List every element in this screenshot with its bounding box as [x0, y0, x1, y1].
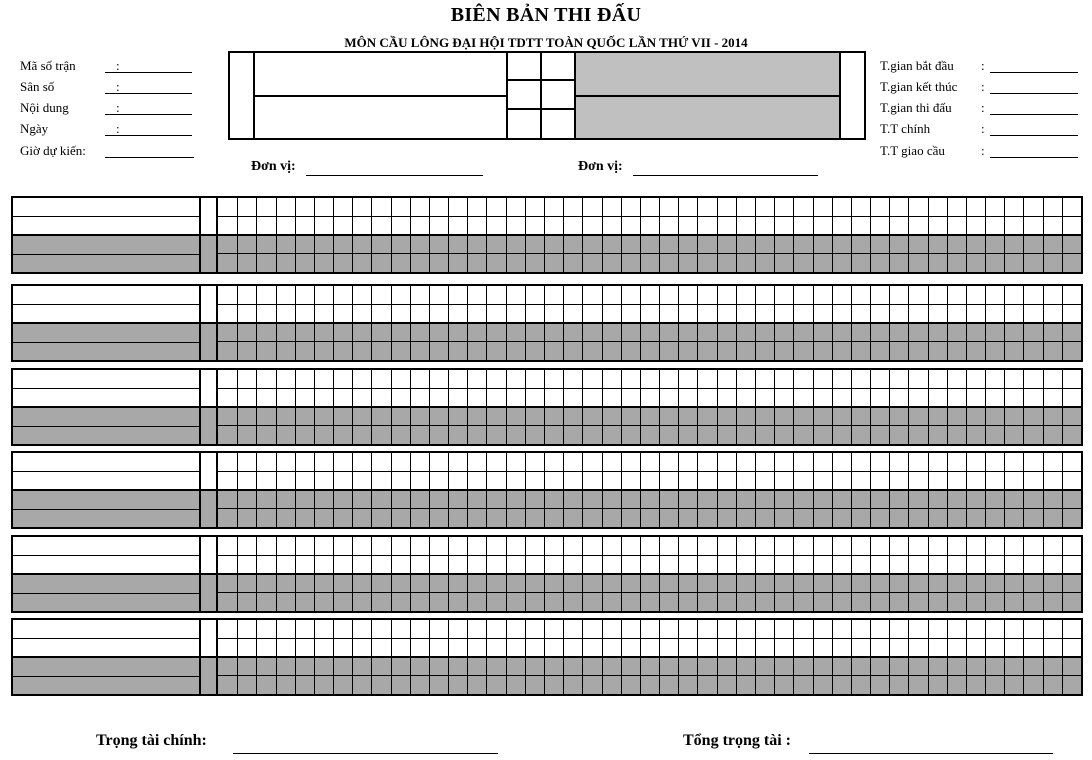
name-row-divider — [13, 509, 199, 510]
match-duration-label: T.gian thi đấu — [880, 100, 952, 115]
set-vertical-divider — [199, 537, 201, 611]
start-time-field[interactable] — [880, 58, 1080, 76]
date-colon: : — [116, 121, 120, 136]
name-row-divider — [13, 638, 199, 639]
scheduled-time-label: Giờ dự kiến: — [20, 143, 86, 158]
score-set-2 — [11, 284, 1083, 362]
end-time-colon: : — [981, 79, 985, 94]
name-row-divider — [13, 304, 199, 305]
player-score-box — [228, 51, 868, 140]
service-judge-label: T.T giao cầu — [880, 143, 945, 158]
name-row-divider — [13, 471, 199, 472]
court-number-label: Sân số — [20, 79, 55, 94]
score-cell-grid[interactable] — [218, 537, 1081, 611]
left-score-cell-2[interactable] — [506, 79, 542, 110]
name-row-divider — [13, 216, 199, 217]
scheduled-time-field[interactable] — [20, 143, 195, 161]
event-label: Nội dung — [20, 100, 69, 115]
date-line — [105, 135, 192, 136]
score-cell-grid[interactable] — [218, 453, 1081, 527]
set-vertical-divider — [199, 453, 201, 527]
umpire-label: T.T chính — [880, 121, 931, 136]
name-row-divider — [13, 676, 199, 677]
right-score-cell-2[interactable] — [540, 79, 576, 110]
right-player-1-box[interactable] — [574, 51, 841, 97]
service-judge-line — [990, 157, 1078, 158]
name-row-divider — [13, 342, 199, 343]
start-time-label: T.gian bắt đầu — [880, 58, 954, 73]
name-row-divider — [13, 593, 199, 594]
right-unit-line — [633, 175, 818, 176]
set-vertical-divider — [199, 370, 201, 444]
start-time-line — [990, 72, 1078, 73]
right-score-cell-3[interactable] — [540, 108, 576, 140]
match-id-label: Mã số trận — [20, 58, 76, 73]
score-cell-grid[interactable] — [218, 620, 1081, 694]
event-colon: : — [116, 100, 120, 115]
start-time-colon: : — [981, 58, 985, 73]
score-cell-grid[interactable] — [218, 370, 1081, 444]
left-player-1-box[interactable] — [253, 51, 508, 97]
match-id-line — [105, 72, 192, 73]
court-number-colon: : — [116, 79, 120, 94]
left-unit-line — [306, 175, 483, 176]
right-player-2-box[interactable] — [574, 95, 841, 140]
left-unit-field[interactable] — [251, 159, 486, 175]
score-set-6 — [11, 618, 1083, 696]
event-field[interactable] — [20, 100, 195, 118]
head-referee-label: Tổng trọng tài : — [683, 732, 791, 749]
head-referee-line — [809, 753, 1053, 754]
court-number-line — [105, 93, 192, 94]
score-set-4 — [11, 451, 1083, 529]
right-end-box[interactable] — [839, 51, 866, 140]
left-player-2-box[interactable] — [253, 95, 508, 140]
score-cell-grid[interactable] — [218, 286, 1081, 360]
left-end-box[interactable] — [228, 51, 255, 140]
event-line — [105, 114, 192, 115]
umpire-colon: : — [981, 121, 985, 136]
name-row-divider — [13, 426, 199, 427]
name-row-divider — [13, 254, 199, 255]
chief-referee-signature[interactable] — [96, 732, 506, 750]
score-cell-grid[interactable] — [218, 198, 1081, 272]
chief-referee-line — [233, 753, 498, 754]
name-row-divider — [13, 555, 199, 556]
page-subtitle: MÔN CẦU LÔNG ĐẠI HỘI TDTT TOÀN QUỐC LẦN THỨ VII - 2014 — [344, 35, 748, 50]
court-number-field[interactable] — [20, 79, 195, 97]
end-time-label: T.gian kết thúc — [880, 79, 958, 94]
date-field[interactable] — [20, 121, 195, 139]
service-judge-field[interactable] — [880, 143, 1080, 161]
right-unit-field[interactable] — [578, 159, 823, 175]
left-unit-label: Đơn vị: — [251, 159, 296, 174]
match-duration-colon: : — [981, 100, 985, 115]
match-id-colon: : — [116, 58, 120, 73]
left-score-cell-1[interactable] — [506, 51, 542, 81]
end-time-line — [990, 93, 1078, 94]
match-id-field[interactable] — [20, 58, 195, 76]
left-score-cell-3[interactable] — [506, 108, 542, 140]
umpire-line — [990, 135, 1078, 136]
page-title: BIÊN BẢN THI ĐẤU — [450, 4, 642, 26]
right-unit-label: Đơn vị: — [578, 159, 623, 174]
set-vertical-divider — [199, 620, 201, 694]
score-set-1 — [11, 196, 1083, 274]
scheduled-time-line — [105, 157, 194, 158]
head-referee-signature[interactable] — [683, 732, 1063, 750]
umpire-field[interactable] — [880, 121, 1080, 139]
end-time-field[interactable] — [880, 79, 1080, 97]
score-set-5 — [11, 535, 1083, 613]
set-vertical-divider — [199, 198, 201, 272]
service-judge-colon: : — [981, 143, 985, 158]
set-vertical-divider — [199, 286, 201, 360]
match-duration-field[interactable] — [880, 100, 1080, 118]
score-set-3 — [11, 368, 1083, 446]
name-row-divider — [13, 388, 199, 389]
date-label: Ngày — [20, 121, 49, 136]
chief-referee-label: Trọng tài chính: — [96, 732, 207, 749]
right-score-cell-1[interactable] — [540, 51, 576, 81]
match-duration-line — [990, 114, 1078, 115]
